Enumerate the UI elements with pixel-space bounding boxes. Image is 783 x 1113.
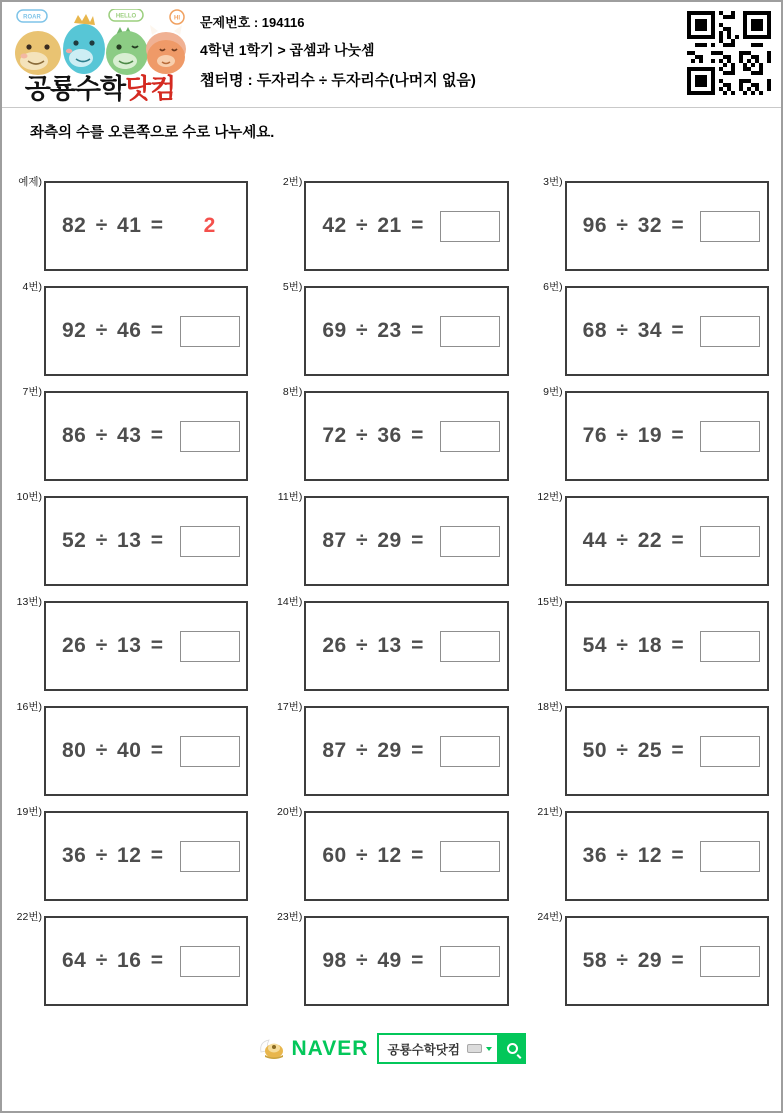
- problem-cell: [274, 594, 508, 691]
- problem-label: 6번): [543, 281, 563, 293]
- answer-box[interactable]: [440, 316, 500, 347]
- answer-box[interactable]: [440, 841, 500, 872]
- keyboard-icon: [467, 1044, 482, 1053]
- problem-cell: [14, 909, 248, 1006]
- problem-label: 11번): [277, 491, 303, 503]
- answer-box[interactable]: [180, 526, 240, 557]
- problem-cell: [274, 489, 508, 586]
- problem-label: 15번): [537, 596, 563, 608]
- problem-label: 3번): [543, 176, 563, 188]
- problem-label: 9번): [543, 386, 563, 398]
- division-expression: 36 ÷ 12 =: [582, 844, 685, 867]
- answer-box[interactable]: [440, 421, 500, 452]
- problems-grid: [14, 174, 769, 1006]
- dino-green: [106, 27, 148, 75]
- naver-footer: [2, 1033, 781, 1064]
- problem-cell: [14, 489, 248, 586]
- logo-text-black: 공룡수학: [24, 74, 126, 104]
- speech-bubble-roar: [17, 10, 47, 22]
- problem-label: 18번): [537, 701, 563, 713]
- problem-box: [565, 496, 769, 586]
- problem-label: 20번): [277, 806, 303, 818]
- problem-box: [565, 391, 769, 481]
- answer-box[interactable]: [700, 211, 760, 242]
- problem-box: [565, 601, 769, 691]
- problem-label: 10번): [16, 491, 42, 503]
- division-expression: 82 ÷ 41 =: [62, 214, 164, 237]
- division-expression: 44 ÷ 22 =: [582, 529, 685, 552]
- svg-text:HELLO: HELLO: [115, 13, 137, 20]
- problem-cell: [274, 909, 508, 1006]
- problem-label: 7번): [22, 386, 42, 398]
- division-expression: 87 ÷ 29 =: [322, 529, 424, 552]
- problem-label: 19번): [16, 806, 42, 818]
- problem-box: [304, 811, 508, 901]
- answer-box[interactable]: [700, 631, 760, 662]
- problem-label: 8번): [282, 386, 303, 398]
- division-expression: 98 ÷ 49 =: [322, 949, 424, 972]
- answer-box[interactable]: [700, 421, 760, 452]
- problem-label: 23번): [277, 911, 303, 923]
- problem-cell: [14, 699, 248, 796]
- problem-box: [44, 181, 248, 271]
- search-button: [499, 1033, 526, 1064]
- dino-yellow: [15, 31, 61, 75]
- problem-label: 21번): [537, 806, 563, 818]
- problem-label: 14번): [277, 596, 303, 608]
- search-query-text: 공룡수학닷컴: [387, 1042, 460, 1057]
- problem-cell: [274, 804, 508, 901]
- answer-box[interactable]: [700, 946, 760, 977]
- problem-number: 문제번호 : 194116: [200, 15, 305, 30]
- problem-cell: [274, 279, 508, 376]
- problem-box: [304, 916, 508, 1006]
- logo-text: [10, 76, 190, 103]
- division-expression: 42 ÷ 21 =: [322, 214, 424, 237]
- problem-box: [44, 706, 248, 796]
- problem-cell: [535, 174, 769, 271]
- problem-box: [304, 391, 508, 481]
- problem-cell: [535, 384, 769, 481]
- answer-box[interactable]: [180, 841, 240, 872]
- speech-bubble-hello: [109, 9, 143, 21]
- division-expression: 54 ÷ 18 =: [582, 634, 685, 657]
- problem-box: [44, 601, 248, 691]
- answer-box[interactable]: [180, 316, 240, 347]
- problem-cell: [535, 804, 769, 901]
- speech-bubble-hi: [170, 10, 184, 24]
- answer-box[interactable]: [440, 736, 500, 767]
- caret-down-icon: [486, 1047, 492, 1051]
- problem-label: 예제): [18, 176, 42, 188]
- division-expression: 80 ÷ 40 =: [62, 739, 164, 762]
- problem-box: [304, 601, 508, 691]
- answer-box[interactable]: [700, 316, 760, 347]
- division-expression: 87 ÷ 29 =: [322, 739, 424, 762]
- header-info: [200, 7, 476, 90]
- division-expression: 26 ÷ 13 =: [322, 634, 424, 657]
- problem-label: 22번): [16, 911, 42, 923]
- magnifier-icon: [507, 1043, 518, 1054]
- problem-cell: [14, 279, 248, 376]
- answer-box[interactable]: [180, 421, 240, 452]
- problem-cell: [274, 384, 508, 481]
- problem-label: 12번): [537, 491, 563, 503]
- header: [2, 2, 781, 108]
- problem-box: [565, 286, 769, 376]
- division-expression: 86 ÷ 43 =: [62, 424, 164, 447]
- answer-box[interactable]: [700, 841, 760, 872]
- naver-hat-icon: [257, 1034, 287, 1064]
- problem-label: 24번): [537, 911, 563, 923]
- division-expression: 36 ÷ 12 =: [62, 844, 164, 867]
- problem-box: [44, 811, 248, 901]
- dino-mascots-illustration: [14, 9, 186, 75]
- problem-box: [304, 706, 508, 796]
- answer-box[interactable]: [440, 631, 500, 662]
- problem-box: [565, 181, 769, 271]
- problem-cell: [274, 174, 508, 271]
- problem-cell: [14, 384, 248, 481]
- problem-cell: [14, 594, 248, 691]
- problem-box: [304, 286, 508, 376]
- division-expression: 92 ÷ 46 =: [62, 319, 164, 342]
- problem-box: [44, 916, 248, 1006]
- problem-box: [565, 916, 769, 1006]
- problem-cell: [535, 909, 769, 1006]
- logo-text-red: 닷컴: [125, 74, 176, 104]
- problem-cell: [535, 279, 769, 376]
- answer-box[interactable]: [700, 736, 760, 767]
- answer-box[interactable]: [180, 736, 240, 767]
- division-expression: 52 ÷ 13 =: [62, 529, 164, 552]
- instruction-text: 좌측의 수를 오른쪽으로 수로 나누세요.: [30, 125, 275, 141]
- division-expression: 60 ÷ 12 =: [322, 844, 424, 867]
- answer-box[interactable]: [700, 526, 760, 557]
- problem-cell: [535, 699, 769, 796]
- problem-cell: [535, 594, 769, 691]
- division-expression: 58 ÷ 29 =: [582, 949, 685, 972]
- dino-teal: [63, 14, 105, 74]
- problem-cell: [14, 804, 248, 901]
- division-expression: 69 ÷ 23 =: [322, 319, 424, 342]
- answer-box[interactable]: [440, 526, 500, 557]
- dino-orange: [146, 25, 186, 74]
- chapter-line: 챕터명 : 두자리수 ÷ 두자리수(나머지 없음): [200, 72, 476, 89]
- naver-search-box: [377, 1033, 499, 1064]
- problem-box: [304, 181, 508, 271]
- division-expression: 68 ÷ 34 =: [582, 319, 685, 342]
- division-expression: 72 ÷ 36 =: [322, 424, 424, 447]
- problem-cell: [535, 489, 769, 586]
- answer-box[interactable]: [440, 946, 500, 977]
- problem-box: [565, 706, 769, 796]
- svg-text:ROAR: ROAR: [23, 14, 41, 21]
- division-expression: 50 ÷ 25 =: [582, 739, 685, 762]
- problem-cell: [14, 174, 248, 271]
- problem-box: [304, 496, 508, 586]
- problem-box: [44, 286, 248, 376]
- grade-line: 4학년 1학기 > 곱셈과 나눗셈: [200, 42, 375, 58]
- qr-code: [687, 11, 771, 95]
- problem-cell: [274, 699, 508, 796]
- naver-logo-text: NAVER: [291, 1036, 369, 1060]
- problem-label: 4번): [22, 281, 42, 293]
- problem-label: 5번): [282, 281, 303, 293]
- division-expression: 64 ÷ 16 =: [62, 949, 164, 972]
- problem-box: [565, 811, 769, 901]
- example-answer: 2: [203, 214, 216, 237]
- answer-box[interactable]: [180, 631, 240, 662]
- problem-box: [44, 391, 248, 481]
- site-logo: [10, 7, 190, 103]
- answer-box[interactable]: [180, 946, 240, 977]
- svg-text:HI: HI: [174, 15, 180, 22]
- division-expression: 76 ÷ 19 =: [582, 424, 685, 447]
- problem-label: 17번): [277, 701, 303, 713]
- problem-label: 16번): [16, 701, 42, 713]
- problem-box: [44, 496, 248, 586]
- answer-box[interactable]: [440, 211, 500, 242]
- problem-label: 13번): [16, 596, 42, 608]
- problem-label: 2번): [282, 176, 303, 188]
- division-expression: 96 ÷ 32 =: [582, 214, 685, 237]
- division-expression: 26 ÷ 13 =: [62, 634, 164, 657]
